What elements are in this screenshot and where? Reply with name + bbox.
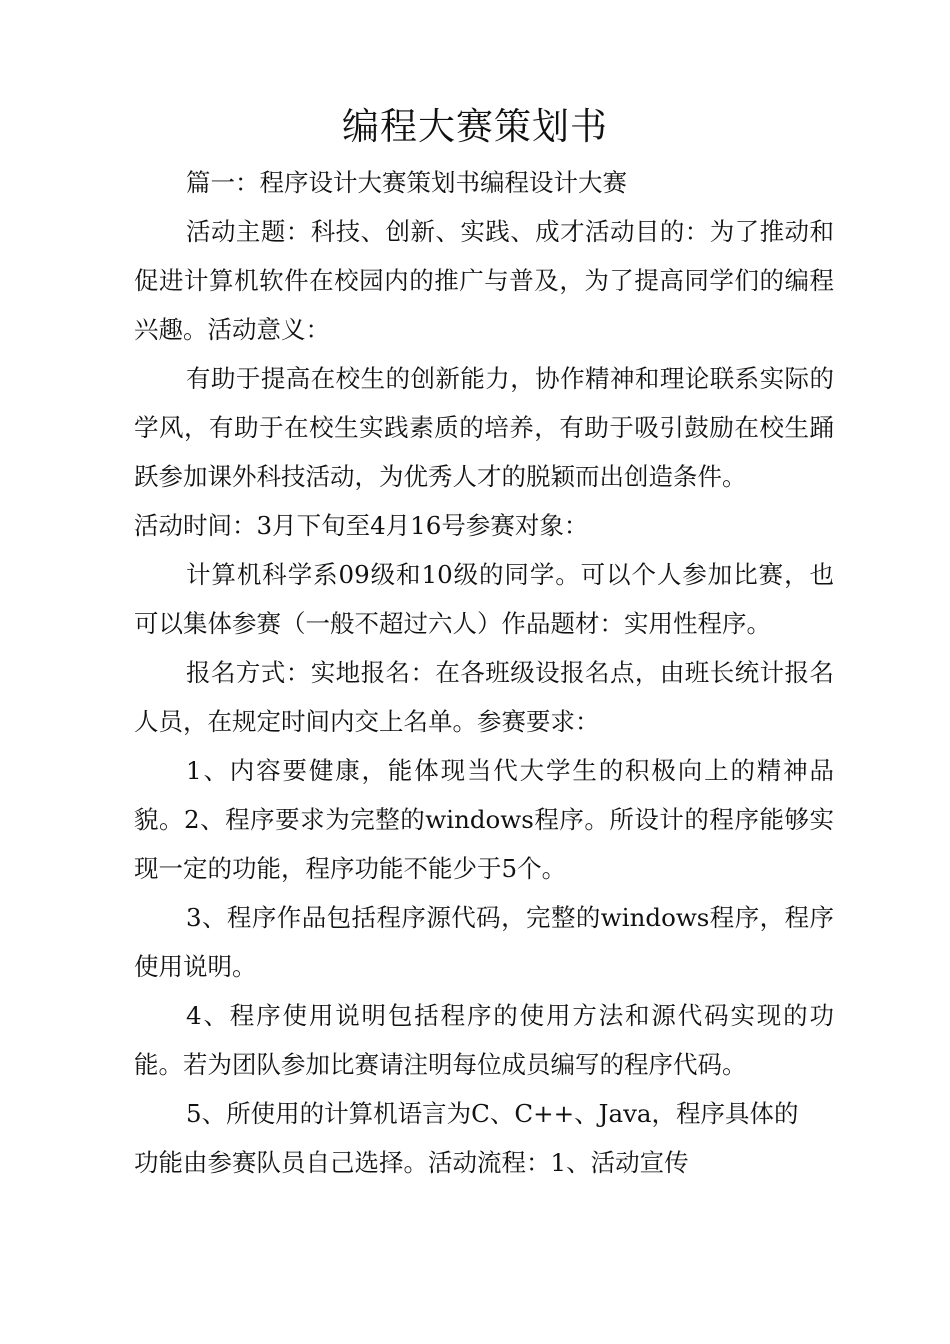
paragraph-theme-purpose: 活动主题：科技、创新、实践、成才活动目的：为了推动和促进计算机软件在校园内的推广与普及，为了提高同学们的编程兴趣。活动意义： bbox=[134, 217, 834, 344]
paragraph-participants: 计算机科学系09级和10级的同学。可以个人参加比赛，也可以集体参赛（一般不超过六人）作品题材：实用性程序。 bbox=[134, 560, 834, 638]
paragraph-significance: 有助于提高在校生的创新能力，协作精神和理论联系实际的学风，有助于在校生实践素质的培养，有助于吸引鼓励在校生踊跃参加课外科技活动，为优秀人才的脱颖而出创造条件。 bbox=[134, 364, 834, 491]
paragraph-registration: 报名方式：实地报名：在各班级设报名点，由班长统计报名人员，在规定时间内交上名单。参赛要求： bbox=[134, 658, 834, 736]
document-title: 编程大赛策划书 bbox=[342, 105, 608, 148]
document-body bbox=[134, 158, 834, 1187]
paragraph-subtitle: 篇一：程序设计大赛策划书编程设计大赛 bbox=[186, 168, 627, 197]
paragraph-requirement-5: 5、所使用的计算机语言为C、C++、Java，程序具体的 bbox=[186, 1099, 799, 1128]
paragraph-requirement-4: 4、程序使用说明包括程序的使用方法和源代码实现的功能。若为团队参加比赛请注明每位成员编写的程序代码。 bbox=[134, 1001, 834, 1079]
paragraph-process: 功能由参赛队员自己选择。活动流程：1、活动宣传 bbox=[134, 1148, 689, 1177]
paragraph-time: 活动时间：3月下旬至4月16号参赛对象： bbox=[134, 511, 589, 540]
paragraph-requirement-1-2: 1、内容要健康，能体现当代大学生的积极向上的精神品貌。2、程序要求为完整的windows程序。所设计的程序能够实现一定的功能，程序功能不能少于5个。 bbox=[134, 756, 834, 883]
paragraph-requirement-3: 3、程序作品包括程序源代码，完整的windows程序，程序使用说明。 bbox=[134, 903, 834, 981]
